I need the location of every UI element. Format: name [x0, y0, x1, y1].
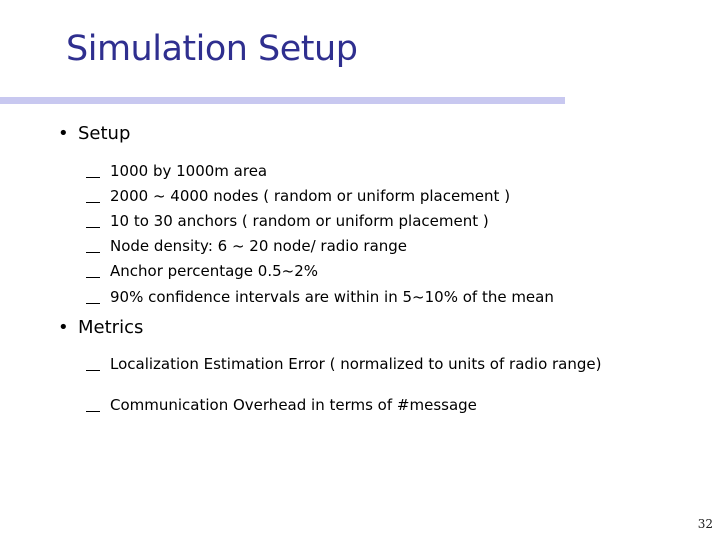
- dash-icon: [86, 264, 100, 279]
- title-underline: [0, 97, 565, 104]
- dash-icon: [86, 164, 100, 179]
- bullet-metrics: [58, 319, 143, 337]
- sub-item-text: 1000 by 1000m area: [110, 162, 268, 180]
- sub-item: [86, 239, 407, 254]
- sub-item-text: 90% confidence intervals are within in 5~10% of the mean: [110, 288, 554, 306]
- dash-icon: [86, 239, 100, 254]
- dash-icon: [86, 290, 100, 305]
- sub-item-text: Communication Overhead in terms of #message: [110, 396, 477, 414]
- bullet-setup: [58, 125, 130, 143]
- dash-icon: [86, 214, 100, 229]
- sub-item-text: 10 to 30 anchors ( random or uniform placement ): [110, 212, 489, 230]
- bullet-heading-setup: Setup: [78, 123, 131, 144]
- bullet-dot-icon: •: [58, 317, 69, 338]
- page-number: 32: [697, 517, 713, 531]
- sub-item: [86, 164, 267, 179]
- sub-item-text: Anchor percentage 0.5~2%: [110, 262, 319, 280]
- sub-item: [86, 264, 318, 279]
- sub-item: [86, 357, 610, 373]
- sub-item-text: 2000 ~ 4000 nodes ( random or uniform placement ): [110, 187, 511, 205]
- sub-item: [86, 214, 489, 229]
- dash-icon: [86, 189, 100, 204]
- sub-item: [86, 290, 554, 305]
- bullet-heading-metrics: Metrics: [78, 317, 144, 338]
- sub-item-text: Localization Estimation Error ( normalized to units of radio range): [110, 355, 602, 373]
- sub-item: [86, 398, 477, 413]
- slide-title: Simulation Setup: [66, 29, 358, 69]
- sub-item: [86, 189, 510, 204]
- dash-icon: [86, 357, 100, 372]
- sub-item-text: Node density: 6 ~ 20 node/ radio range: [110, 237, 408, 255]
- dash-icon: [86, 398, 100, 413]
- bullet-dot-icon: •: [58, 123, 69, 144]
